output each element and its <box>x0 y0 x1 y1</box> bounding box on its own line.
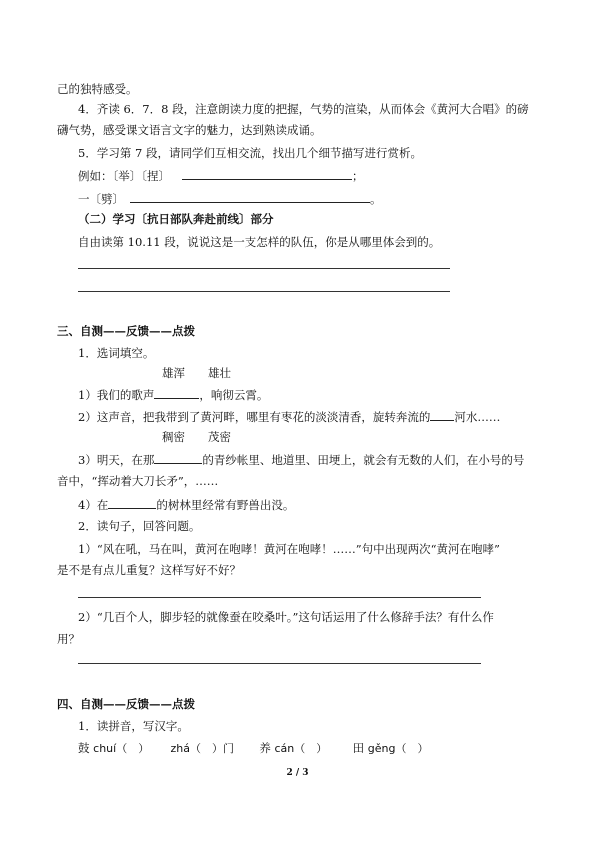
answer-line[interactable] <box>78 663 481 664</box>
fill-sentence-3 <box>78 452 524 468</box>
s4-q1: 1．读拼音，写汉字。 <box>78 719 189 733</box>
section-3-heading: 三、自测——反馈——点拨 <box>57 324 195 338</box>
pinyin-item[interactable]: cán（ ） <box>274 742 328 755</box>
example-line-2 <box>78 191 382 207</box>
answer-blank[interactable] <box>182 168 352 180</box>
question-line: 自由读第 10.11 段，说说这是一支怎样的队伍，你是从哪里体会到的。 <box>78 235 441 249</box>
example-label: 例如：〔举〕〔捏〕 <box>78 169 170 183</box>
word-choices-1: 雄浑 雄壮 <box>162 366 231 380</box>
fill-sentence-1 <box>78 387 268 403</box>
s3-q2: 2．读句子，回答问题。 <box>78 519 201 533</box>
example-line-1 <box>78 168 364 184</box>
answer-line[interactable] <box>78 268 450 269</box>
example-label: 一〔劈〕 <box>78 192 124 206</box>
answer-blank[interactable] <box>154 452 202 464</box>
text-line: 己的独特感受。 <box>57 82 138 96</box>
section-4-heading: 四、自测——反馈——点拨 <box>57 697 195 711</box>
char-text: 鼓 <box>78 741 90 755</box>
char-text: 养 <box>259 741 271 755</box>
punct: 。 <box>370 192 382 206</box>
item-4-line2: 礴气势，感受课文语言文字的魅力，达到熟读成诵。 <box>57 123 322 137</box>
sentence-text: 4）在 <box>78 498 109 512</box>
sentence-text: 1）我们的歌声 <box>78 388 155 402</box>
sentence-text: 河水…… <box>454 410 501 424</box>
answer-blank[interactable] <box>154 387 199 399</box>
answer-blank[interactable] <box>108 497 156 509</box>
answer-line[interactable] <box>78 597 481 598</box>
sentence-text: 的青纱帐里、地道里、田埂上，就会有无数的人们，在小号的号 <box>202 453 525 467</box>
pinyin-item[interactable]: zhá（ ）门 <box>170 742 235 755</box>
word-choices-2: 稠密 茂密 <box>162 430 231 444</box>
fill-sentence-4 <box>78 497 294 513</box>
reading-q1-line2: 是不是有点儿重复？这样写好不好？ <box>57 563 241 577</box>
fill-sentence-3-cont: 音中，“挥动着大刀长矛”，…… <box>57 474 219 488</box>
pinyin-item[interactable]: chuí（ ） <box>93 742 150 755</box>
item-5: 5．学习第 7 段，请同学们互相交流，找出几个细节描写进行赏析。 <box>78 146 422 160</box>
answer-blank[interactable] <box>430 409 454 421</box>
sentence-text: 2）这声音，把我带到了黄河畔，哪里有枣花的淡淡清香，旋转奔流的 <box>78 410 431 424</box>
item-4-line1: 4．齐读 6．7．8 段，注意朗读力度的把握，气势的渲染，从而体会《黄河大合唱》的磅 <box>78 102 529 116</box>
punct: ； <box>352 169 364 183</box>
char-text: 田 <box>352 741 365 755</box>
sentence-text: ，响彻云霄。 <box>199 388 269 402</box>
pinyin-row <box>78 741 428 756</box>
reading-q2-line2: 用？ <box>57 632 80 646</box>
sentence-text: 的树林里经常有野兽出没。 <box>156 498 295 512</box>
reading-q2-line1: 2）“几百个人，脚步轻的就像蚕在咬桑叶。”这句话运用了什么修辞手法？有什么作 <box>78 610 494 624</box>
sentence-text: 3）明天，在那 <box>78 453 155 467</box>
s3-q1: 1．选词填空。 <box>78 346 155 360</box>
answer-blank[interactable] <box>130 191 370 203</box>
page-number: 2 / 3 <box>286 768 309 778</box>
answer-line[interactable] <box>78 291 450 292</box>
reading-q1-line1: 1）“风在吼，马在叫，黄河在咆哮！黄河在咆哮！……”句中出现两次“黄河在咆哮” <box>78 542 500 556</box>
pinyin-item[interactable]: gěng（ ） <box>367 742 429 755</box>
subsection-heading: （二）学习〔抗日部队奔赴前线〕部分 <box>78 212 274 226</box>
fill-sentence-2 <box>78 409 500 425</box>
